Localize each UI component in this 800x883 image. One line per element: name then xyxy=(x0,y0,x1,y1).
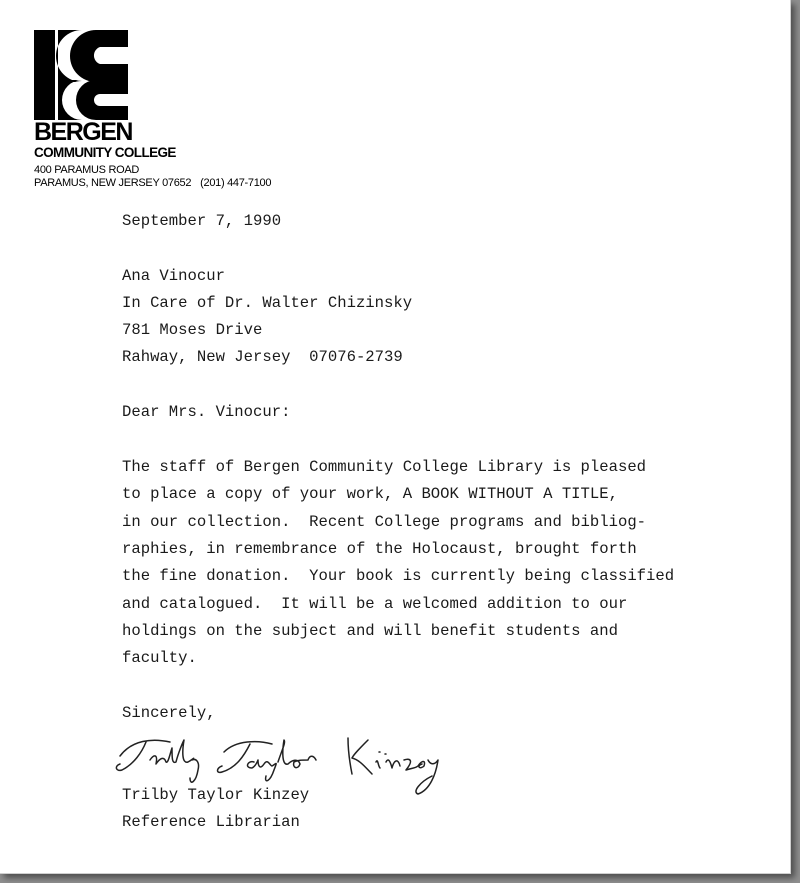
signer-title: Reference Librarian xyxy=(122,813,300,831)
recipient-line: In Care of Dr. Walter Chizinsky xyxy=(122,294,413,312)
body-line: holdings on the subject and will benefit students and xyxy=(122,622,618,640)
body-line: to place a copy of your work, A BOOK WITHOUT A TITLE, xyxy=(122,485,618,503)
body-line: the fine donation. Your book is currently being classified xyxy=(122,567,675,585)
letterhead-phone: (201) 447-7100 xyxy=(200,177,272,189)
letterhead-address: 400 PARAMUS ROAD xyxy=(34,164,140,176)
letterhead-name: BERGEN xyxy=(34,118,132,146)
closing: Sincerely, xyxy=(122,704,216,722)
body-line: in our collection. Recent College programs and bibliog- xyxy=(122,513,647,531)
recipient-line: Rahway, New Jersey 07076-2739 xyxy=(122,348,403,366)
letterhead-city: PARAMUS, NEW JERSEY 07652 xyxy=(34,177,192,189)
recipient-line: Ana Vinocur xyxy=(122,267,225,285)
recipient-line: 781 Moses Drive xyxy=(122,321,263,339)
salutation: Dear Mrs. Vinocur: xyxy=(122,403,291,421)
body-line: The staff of Bergen Community College Library is pleased xyxy=(122,458,647,476)
signer-name: Trilby Taylor Kinzey xyxy=(122,786,310,804)
body-line: and catalogued. It will be a welcomed addition to our xyxy=(122,595,628,613)
body-line: faculty. xyxy=(122,649,197,667)
body-line: raphies, in remembrance of the Holocaust, brought forth xyxy=(122,540,637,558)
letterhead-city-line xyxy=(34,177,271,190)
letterhead-subtitle: COMMUNITY COLLEGE xyxy=(34,145,176,160)
letter-date: September 7, 1990 xyxy=(122,212,282,230)
college-logo xyxy=(34,30,130,120)
